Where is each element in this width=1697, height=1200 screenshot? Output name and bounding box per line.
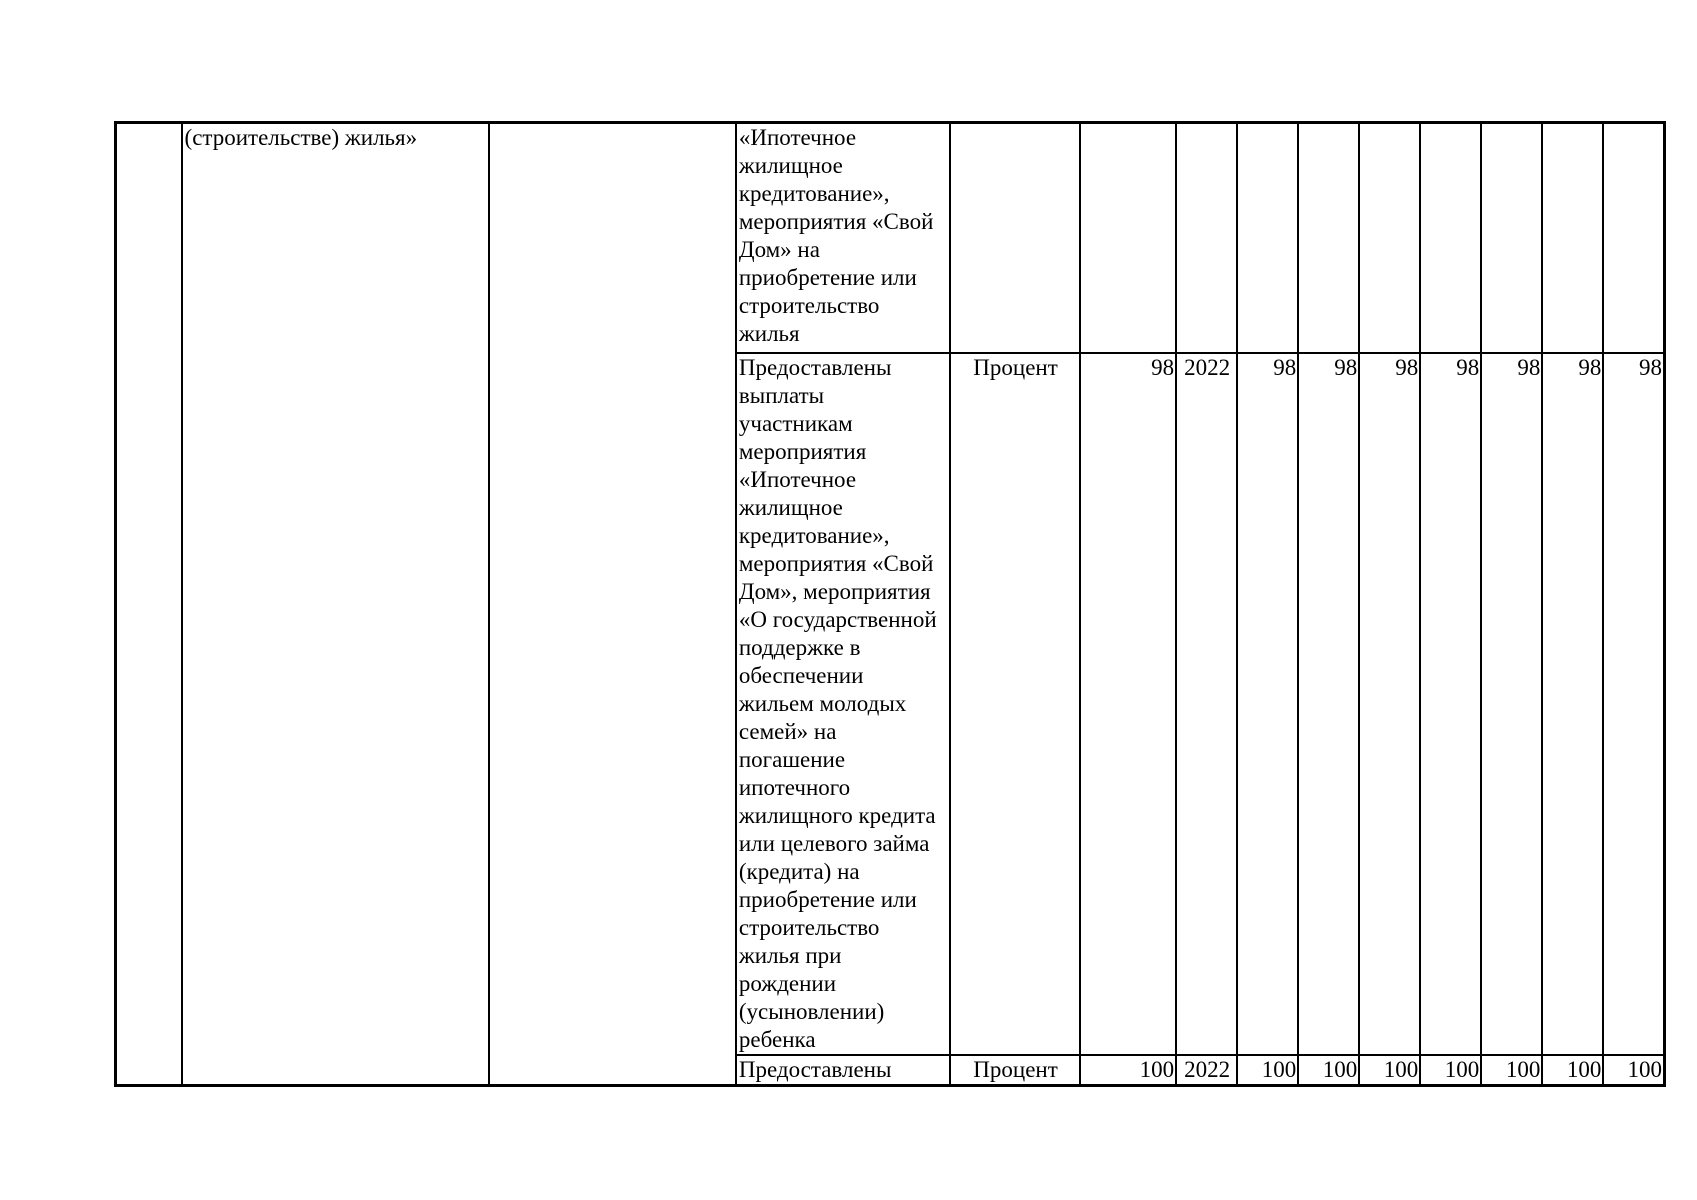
value-cell [1359, 123, 1420, 354]
base-year-cell: 2022 [1176, 1055, 1237, 1086]
value-cell: 98 [1420, 353, 1481, 1055]
value-cell [1237, 123, 1298, 354]
base-value-cell [1080, 123, 1176, 354]
unit-cell: Процент [950, 353, 1080, 1055]
base-year-cell [1176, 123, 1237, 354]
program-name-cell: (строительстве) жилья» [182, 123, 489, 1086]
value-cell: 100 [1542, 1055, 1603, 1086]
indicators-table [114, 121, 1666, 1087]
value-cell [1481, 123, 1542, 354]
value-cell [1298, 123, 1359, 354]
value-cell: 98 [1298, 353, 1359, 1055]
value-cell: 98 [1542, 353, 1603, 1055]
value-cell: 98 [1237, 353, 1298, 1055]
value-cell: 98 [1481, 353, 1542, 1055]
unit-cell: Процент [950, 1055, 1080, 1086]
base-value-cell: 100 [1080, 1055, 1176, 1086]
indicator-description-cell: «Ипотечное жилищное кредитование», мероприятия «Свой Дом» на приобретение или строительство жилья [736, 123, 950, 354]
responsible-cell [489, 123, 736, 1086]
value-cell: 100 [1359, 1055, 1420, 1086]
value-cell: 100 [1603, 1055, 1664, 1086]
value-cell [1420, 123, 1481, 354]
value-cell [1542, 123, 1603, 354]
base-value-cell: 98 [1080, 353, 1176, 1055]
value-cell: 100 [1298, 1055, 1359, 1086]
indicator-description-cell: Предоставлены выплаты участникам мероприятия «Ипотечное жилищное кредитование», мероприятия «Свой Дом», мероприятия «О государственной поддержке в обеспечении жильем молодых семей» на погашение ипотечного жилищного кредита или целевого займа (кредита) на приобретение или строительство жилья при рождении (усыновлении) ребенка [736, 353, 950, 1055]
value-cell: 98 [1603, 353, 1664, 1055]
value-cell: 98 [1359, 353, 1420, 1055]
value-cell [1603, 123, 1664, 354]
value-cell: 100 [1237, 1055, 1298, 1086]
value-cell: 100 [1420, 1055, 1481, 1086]
unit-cell [950, 123, 1080, 354]
base-year-cell: 2022 [1176, 353, 1237, 1055]
table-row [116, 123, 1665, 354]
number-cell [116, 123, 182, 1086]
indicator-description-cell: Предоставлены [736, 1055, 950, 1086]
value-cell: 100 [1481, 1055, 1542, 1086]
